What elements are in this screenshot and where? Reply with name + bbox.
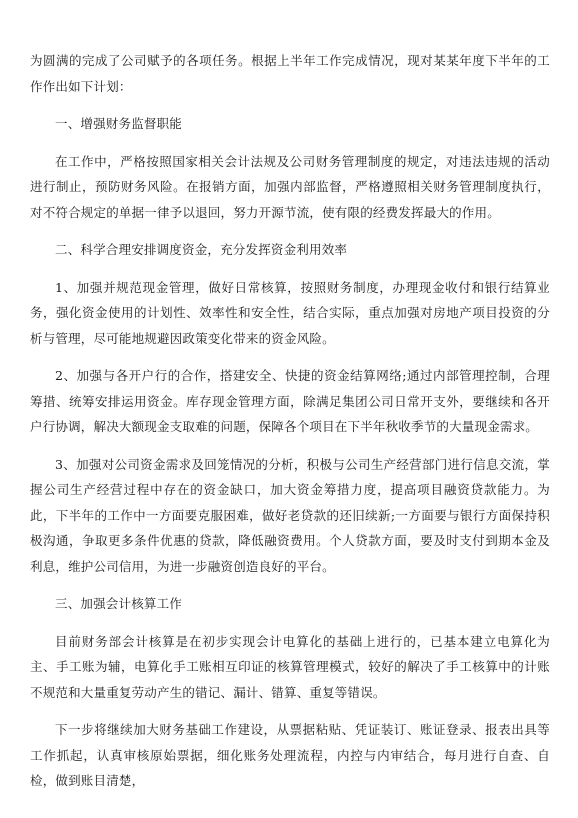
intro-paragraph: 为圆满的完成了公司赋予的各项任务。根据上半年工作完成情况，现对某某年度下半年的工作作出如下计划： bbox=[30, 53, 550, 94]
body-paragraph: 3、加强对公司资金需求及回笼情况的分析，积极与公司生产经营部门进行信息交流，掌握公司生产经营过程中存在的资金缺口，加大资金筹措力度，提高项目融资贷款能力。为此，下半年的工作中一方面要克服困难，做好老贷款的还旧续新;一方面要与银行方面保持积极沟通，争取更多条件优惠的贷款，降低融资费用。个人贷款方面，要及时支付到期本金及利息，维护公司信用，为进一步融资创造良好的平台。 bbox=[30, 456, 550, 574]
section-heading-1: 一、增强财务监督职能 bbox=[55, 116, 183, 131]
body-paragraph: 目前财务部会计核算是在初步实现会计电算化的基础上进行的，已基本建立电算化为主、手工账为辅，电算化手工账相互印证的核算管理模式，较好的解决了手工核算中的计账不规范和大量重复劳动产生的错记、漏计、错算、重复等错误。 bbox=[30, 633, 550, 700]
body-paragraph: 下一步将继续加大财务基础工作建设，从票据粘贴、凭证装订、账证登录、报表出具等工作抓起，认真审核原始票据，细化账务处理流程，内控与内审结合，每月进行自查、自检，做到账目清楚， bbox=[30, 722, 550, 788]
section-heading-2: 二、科学合理安排调度资金，充分发挥资金利用效率 bbox=[55, 242, 348, 257]
body-paragraph: 2、加强与各开户行的合作，搭建安全、快捷的资金结算网络;通过内部管理控制，合理筹措、统筹安排运用资金。库存现金管理方面，除满足集团公司日常开支外，要继续和各开户行协调，解决大额现金支取难的问题，保障各个项目在下半年秋收季节的大量现金需求。 bbox=[30, 368, 550, 434]
body-paragraph: 在工作中，严格按照国家相关会计法规及公司财务管理制度的规定，对违法违规的活动进行制止，预防财务风险。在报销方面，加强内部监督，严格遵照相关财务管理制度执行，对不符合规定的单据一律予以退回，努力开源节流，使有限的经费发挥最大的作用。 bbox=[30, 153, 550, 220]
section-heading-3: 三、加强会计核算工作 bbox=[55, 596, 183, 611]
body-paragraph: 1、加强并规范现金管理，做好日常核算，按照财务制度，办理现金收付和银行结算业务，强化资金使用的计划性、效率性和安全性，结合实际，重点加强对房地产项目投资的分析与管理，尽可能地规避因政策变化带来的资金风险。 bbox=[30, 279, 550, 346]
